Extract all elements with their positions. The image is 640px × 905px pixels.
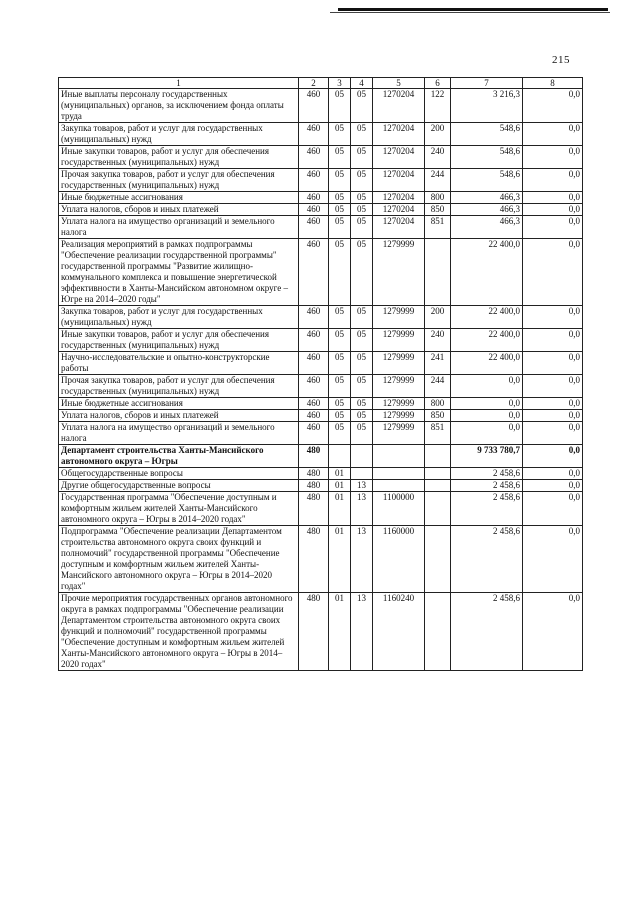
row-amount-2: 0,0 — [523, 192, 583, 204]
row-name: Реализация мероприятий в рамках подпрограммы "Обеспечение реализации государственной программы" государственной программы "Развитие жилищно-коммунального комплекса и повышение энергетической эффективности в Ханты-Мансийском автономном округе – Югре на 2014–2020 годы" — [59, 239, 299, 306]
row-amount-2: 0,0 — [523, 398, 583, 410]
row-expense-type-code: 122 — [425, 89, 451, 123]
row-amount-2: 0,0 — [523, 123, 583, 146]
row-amount: 466,3 — [451, 192, 523, 204]
row-name: Уплата налогов, сборов и иных платежей — [59, 204, 299, 216]
table-row — [59, 492, 583, 526]
row-subsection-code: 13 — [351, 593, 373, 671]
row-name: Уплата налогов, сборов и иных платежей — [59, 410, 299, 422]
row-ministry-code: 460 — [299, 422, 329, 445]
row-subsection-code — [351, 445, 373, 468]
row-name: Общегосударственные вопросы — [59, 468, 299, 480]
row-ministry-code: 460 — [299, 239, 329, 306]
row-amount-2: 0,0 — [523, 216, 583, 239]
row-section-code: 05 — [329, 204, 351, 216]
row-ministry-code: 480 — [299, 526, 329, 593]
row-subsection-code: 05 — [351, 204, 373, 216]
row-amount: 0,0 — [451, 410, 523, 422]
row-section-code: 05 — [329, 398, 351, 410]
row-ministry-code: 480 — [299, 480, 329, 492]
column-header: 1 — [59, 78, 299, 89]
row-subsection-code: 05 — [351, 169, 373, 192]
row-name: Закупка товаров, работ и услуг для государственных (муниципальных) нужд — [59, 123, 299, 146]
row-expense-type-code: 241 — [425, 352, 451, 375]
row-ministry-code: 460 — [299, 352, 329, 375]
row-name: Государственная программа "Обеспечение доступным и комфортным жильем жителей Ханты-Мансийского автономного округа – Югры в 2014–2020 годах" — [59, 492, 299, 526]
row-target-code — [373, 480, 425, 492]
row-expense-type-code — [425, 593, 451, 671]
row-name: Департамент строительства Ханты-Мансийского автономного округа – Югры — [59, 445, 299, 468]
row-amount: 466,3 — [451, 204, 523, 216]
row-amount: 466,3 — [451, 216, 523, 239]
row-name: Прочая закупка товаров, работ и услуг для обеспечения государственных (муниципальных) нужд — [59, 169, 299, 192]
row-subsection-code: 13 — [351, 492, 373, 526]
row-amount-2: 0,0 — [523, 89, 583, 123]
row-target-code: 1100000 — [373, 492, 425, 526]
row-subsection-code: 05 — [351, 123, 373, 146]
row-target-code: 1279999 — [373, 398, 425, 410]
row-amount-2: 0,0 — [523, 468, 583, 480]
row-target-code: 1279999 — [373, 329, 425, 352]
row-amount: 22 400,0 — [451, 306, 523, 329]
column-header: 4 — [351, 78, 373, 89]
row-ministry-code: 460 — [299, 123, 329, 146]
row-amount-2: 0,0 — [523, 329, 583, 352]
row-name: Иные бюджетные ассигнования — [59, 398, 299, 410]
row-amount: 2 458,6 — [451, 492, 523, 526]
column-header: 2 — [299, 78, 329, 89]
row-subsection-code: 05 — [351, 410, 373, 422]
row-ministry-code: 460 — [299, 410, 329, 422]
row-name: Уплата налога на имущество организаций и земельного налога — [59, 422, 299, 445]
row-ministry-code: 460 — [299, 398, 329, 410]
table-row — [59, 375, 583, 398]
row-amount-2: 0,0 — [523, 480, 583, 492]
row-amount-2: 0,0 — [523, 306, 583, 329]
row-target-code: 1279999 — [373, 422, 425, 445]
column-header: 8 — [523, 78, 583, 89]
row-amount-2: 0,0 — [523, 593, 583, 671]
row-subsection-code: 05 — [351, 192, 373, 204]
row-expense-type-code: 240 — [425, 329, 451, 352]
row-section-code: 05 — [329, 410, 351, 422]
row-subsection-code: 13 — [351, 480, 373, 492]
table-row — [59, 410, 583, 422]
row-subsection-code: 05 — [351, 306, 373, 329]
row-name: Иные закупки товаров, работ и услуг для обеспечения государственных (муниципальных) нужд — [59, 329, 299, 352]
row-ministry-code: 480 — [299, 468, 329, 480]
table-row — [59, 445, 583, 468]
row-name: Иные выплаты персоналу государственных (муниципальных) органов, за исключением фонда оплаты труда — [59, 89, 299, 123]
table-row — [59, 306, 583, 329]
row-amount-2: 0,0 — [523, 526, 583, 593]
row-amount: 22 400,0 — [451, 352, 523, 375]
row-section-code: 05 — [329, 123, 351, 146]
table-row — [59, 468, 583, 480]
row-section-code: 05 — [329, 422, 351, 445]
row-section-code: 01 — [329, 526, 351, 593]
table-row — [59, 239, 583, 306]
row-ministry-code: 480 — [299, 492, 329, 526]
row-ministry-code: 460 — [299, 169, 329, 192]
table-row — [59, 192, 583, 204]
row-target-code — [373, 468, 425, 480]
page-number: 215 — [552, 54, 570, 66]
table-row — [59, 352, 583, 375]
row-section-code: 05 — [329, 306, 351, 329]
row-ministry-code: 460 — [299, 192, 329, 204]
row-target-code: 1270204 — [373, 146, 425, 169]
row-subsection-code: 05 — [351, 375, 373, 398]
row-target-code: 1270204 — [373, 216, 425, 239]
row-ministry-code: 460 — [299, 146, 329, 169]
row-expense-type-code: 800 — [425, 398, 451, 410]
row-expense-type-code — [425, 492, 451, 526]
row-amount-2: 0,0 — [523, 204, 583, 216]
row-name: Иные закупки товаров, работ и услуг для обеспечения государственных (муниципальных) нужд — [59, 146, 299, 169]
row-amount: 2 458,6 — [451, 526, 523, 593]
row-target-code: 1270204 — [373, 89, 425, 123]
row-expense-type-code: 851 — [425, 422, 451, 445]
row-name: Другие общегосударственные вопросы — [59, 480, 299, 492]
row-amount: 0,0 — [451, 375, 523, 398]
row-section-code: 01 — [329, 593, 351, 671]
row-target-code: 1160000 — [373, 526, 425, 593]
row-expense-type-code — [425, 445, 451, 468]
row-name: Иные бюджетные ассигнования — [59, 192, 299, 204]
row-subsection-code: 05 — [351, 146, 373, 169]
row-amount: 548,6 — [451, 146, 523, 169]
header-row — [59, 78, 583, 89]
row-target-code: 1160240 — [373, 593, 425, 671]
row-target-code: 1270204 — [373, 123, 425, 146]
row-subsection-code: 05 — [351, 239, 373, 306]
column-header: 6 — [425, 78, 451, 89]
row-amount: 2 458,6 — [451, 593, 523, 671]
row-ministry-code: 460 — [299, 306, 329, 329]
row-target-code — [373, 445, 425, 468]
row-expense-type-code: 244 — [425, 375, 451, 398]
row-expense-type-code: 851 — [425, 216, 451, 239]
row-section-code: 01 — [329, 492, 351, 526]
row-name: Научно-исследовательские и опытно-конструкторские работы — [59, 352, 299, 375]
budget-table — [58, 77, 583, 671]
row-amount: 3 216,3 — [451, 89, 523, 123]
row-expense-type-code — [425, 526, 451, 593]
row-section-code: 05 — [329, 239, 351, 306]
column-header: 3 — [329, 78, 351, 89]
row-section-code: 05 — [329, 89, 351, 123]
row-subsection-code: 05 — [351, 329, 373, 352]
table-row — [59, 593, 583, 671]
row-expense-type-code: 850 — [425, 204, 451, 216]
row-target-code: 1279999 — [373, 239, 425, 306]
table-row — [59, 123, 583, 146]
row-expense-type-code — [425, 480, 451, 492]
row-name: Закупка товаров, работ и услуг для государственных (муниципальных) нужд — [59, 306, 299, 329]
row-ministry-code: 460 — [299, 375, 329, 398]
column-header: 5 — [373, 78, 425, 89]
row-target-code: 1279999 — [373, 352, 425, 375]
row-ministry-code: 480 — [299, 593, 329, 671]
table-row — [59, 146, 583, 169]
row-expense-type-code: 200 — [425, 306, 451, 329]
top-rule-thin — [330, 12, 610, 13]
row-target-code: 1279999 — [373, 410, 425, 422]
row-amount: 0,0 — [451, 398, 523, 410]
row-expense-type-code: 244 — [425, 169, 451, 192]
row-amount-2: 0,0 — [523, 445, 583, 468]
row-expense-type-code: 200 — [425, 123, 451, 146]
budget-table-body — [59, 89, 583, 671]
row-ministry-code: 460 — [299, 204, 329, 216]
row-name: Прочая закупка товаров, работ и услуг для обеспечения государственных (муниципальных) нужд — [59, 375, 299, 398]
row-amount: 548,6 — [451, 123, 523, 146]
row-target-code: 1270204 — [373, 192, 425, 204]
row-expense-type-code: 850 — [425, 410, 451, 422]
row-ministry-code: 460 — [299, 89, 329, 123]
row-section-code: 05 — [329, 352, 351, 375]
row-amount: 2 458,6 — [451, 468, 523, 480]
row-subsection-code: 05 — [351, 422, 373, 445]
table-row — [59, 422, 583, 445]
row-section-code: 05 — [329, 192, 351, 204]
column-header: 7 — [451, 78, 523, 89]
row-section-code: 05 — [329, 329, 351, 352]
row-ministry-code: 460 — [299, 329, 329, 352]
row-amount: 548,6 — [451, 169, 523, 192]
row-expense-type-code: 240 — [425, 146, 451, 169]
row-ministry-code: 460 — [299, 216, 329, 239]
row-amount-2: 0,0 — [523, 492, 583, 526]
row-subsection-code: 13 — [351, 526, 373, 593]
row-amount: 9 733 780,7 — [451, 445, 523, 468]
row-subsection-code: 05 — [351, 89, 373, 123]
row-target-code: 1279999 — [373, 375, 425, 398]
table-row — [59, 526, 583, 593]
top-rule — [338, 8, 608, 11]
row-amount: 22 400,0 — [451, 329, 523, 352]
row-amount: 22 400,0 — [451, 239, 523, 306]
row-subsection-code — [351, 468, 373, 480]
row-amount-2: 0,0 — [523, 375, 583, 398]
row-amount-2: 0,0 — [523, 239, 583, 306]
row-section-code: 05 — [329, 375, 351, 398]
row-amount: 0,0 — [451, 422, 523, 445]
row-section-code: 05 — [329, 216, 351, 239]
row-amount-2: 0,0 — [523, 422, 583, 445]
row-name: Уплата налога на имущество организаций и земельного налога — [59, 216, 299, 239]
row-subsection-code: 05 — [351, 398, 373, 410]
table-row — [59, 204, 583, 216]
table-row — [59, 89, 583, 123]
table-row — [59, 169, 583, 192]
row-section-code: 05 — [329, 169, 351, 192]
table-row — [59, 329, 583, 352]
row-expense-type-code — [425, 239, 451, 306]
row-subsection-code: 05 — [351, 352, 373, 375]
row-section-code: 01 — [329, 480, 351, 492]
row-subsection-code: 05 — [351, 216, 373, 239]
row-name: Подпрограмма "Обеспечение реализации Департаментом строительства автономного округа своих функций и полномочий" государственной программы "Обеспечение доступным и комфортным жильем жителей Ханты-Мансийского автономного округа – Югры в 2014–2020 годах" — [59, 526, 299, 593]
row-amount-2: 0,0 — [523, 146, 583, 169]
table-row — [59, 398, 583, 410]
row-section-code: 05 — [329, 146, 351, 169]
row-expense-type-code: 800 — [425, 192, 451, 204]
row-amount: 2 458,6 — [451, 480, 523, 492]
table-row — [59, 480, 583, 492]
row-ministry-code: 480 — [299, 445, 329, 468]
row-amount-2: 0,0 — [523, 169, 583, 192]
row-section-code: 01 — [329, 468, 351, 480]
row-name: Прочие мероприятия государственных органов автономного округа в рамках подпрограммы "Обеспечение реализации Департаментом строительства автономного округа своих функций и полномочий" государственной программы "Обеспечение доступным и комфортным жильем жителей Ханты-Мансийского автономного округа – Югры в 2014–2020 годах" — [59, 593, 299, 671]
row-expense-type-code — [425, 468, 451, 480]
row-section-code — [329, 445, 351, 468]
table-row — [59, 216, 583, 239]
row-target-code: 1270204 — [373, 169, 425, 192]
row-target-code: 1270204 — [373, 204, 425, 216]
row-amount-2: 0,0 — [523, 352, 583, 375]
row-target-code: 1279999 — [373, 306, 425, 329]
row-amount-2: 0,0 — [523, 410, 583, 422]
